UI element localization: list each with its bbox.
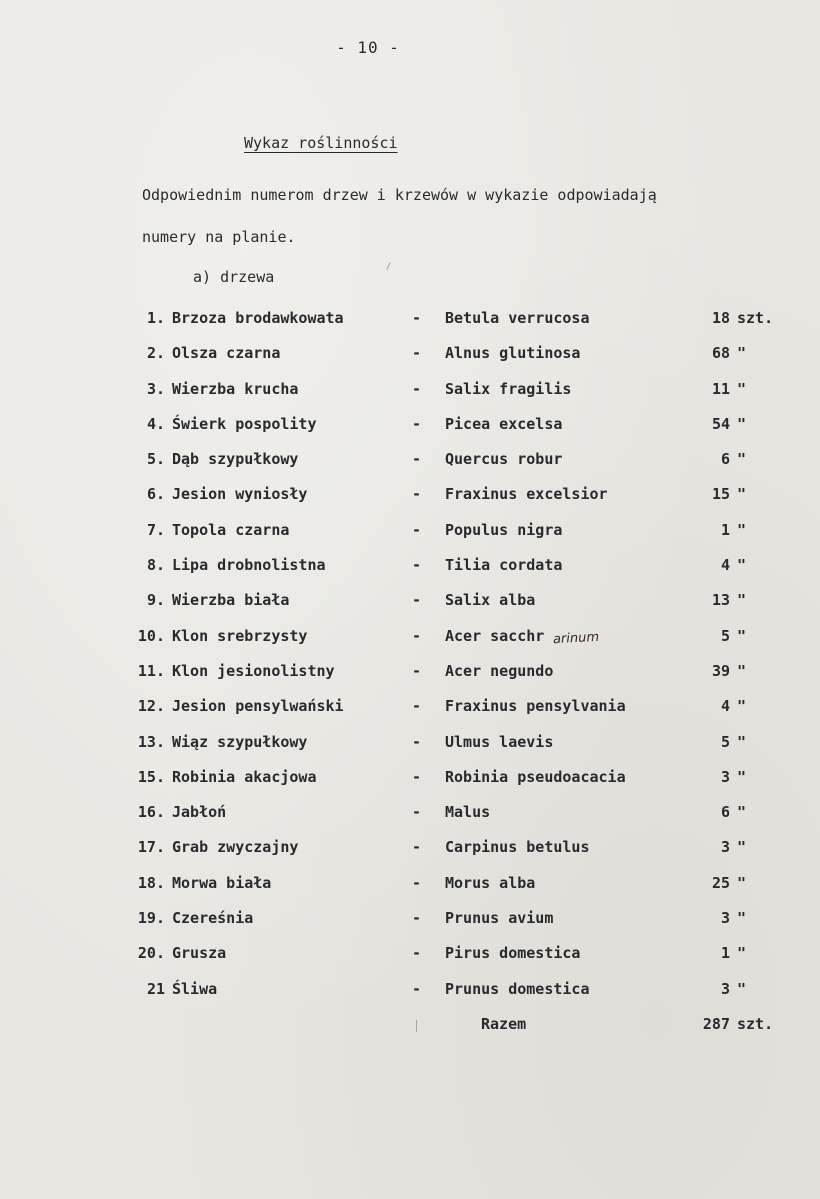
total-label: Razem	[481, 1015, 527, 1033]
count: 39	[711, 661, 730, 680]
section-heading: a) drzewa	[193, 268, 275, 286]
latin-name: Betula verrucosa	[445, 309, 590, 327]
intro-line-1: Odpowiednim numerom drzew i krzewów w wykazie odpowiadają	[142, 186, 657, 204]
latin-name: Robinia pseudoacacia	[445, 767, 626, 786]
row-number: 17.	[137, 838, 165, 857]
separator-dash: -	[412, 979, 422, 998]
row-number: 15.	[137, 767, 165, 786]
separator-dash: -	[412, 838, 422, 857]
count: 15	[711, 485, 730, 504]
latin-name: Acer sacchr	[445, 626, 545, 645]
row-number: 5.	[146, 450, 165, 469]
count: 4	[720, 697, 730, 716]
separator-dash: -	[412, 591, 422, 610]
table-row	[0, 415, 820, 450]
row-number: 3.	[146, 379, 165, 398]
polish-name: Jabłoń	[172, 803, 227, 822]
latin-name: Salix fragilis	[445, 379, 572, 398]
separator-dash: -	[412, 661, 422, 680]
separator-dash: -	[412, 873, 422, 892]
table-row	[0, 874, 820, 909]
latin-name: Prunus domestica	[445, 979, 590, 998]
table-row	[0, 768, 820, 803]
table-row	[0, 697, 820, 732]
polish-name: Topola czarna	[172, 520, 290, 539]
tree-list	[0, 309, 820, 1015]
latin-name: Morus alba	[445, 873, 536, 892]
polish-name: Grab zwyczajny	[172, 838, 299, 857]
latin-name: Populus nigra	[445, 520, 563, 539]
document-title: Wykaz roślinności	[244, 134, 398, 152]
unit: "	[737, 979, 747, 998]
table-row	[0, 909, 820, 944]
row-number: 19.	[137, 909, 165, 928]
separator-dash: -	[412, 520, 422, 539]
separator-dash: -	[412, 732, 422, 751]
polish-name: Jesion wyniosły	[172, 485, 308, 504]
row-number: 4.	[146, 414, 165, 433]
unit: "	[737, 697, 747, 716]
latin-name: Ulmus laevis	[445, 732, 554, 751]
polish-name: Robinia akacjowa	[172, 767, 317, 786]
latin-name: Tilia cordata	[445, 556, 563, 575]
row-number: 7.	[146, 520, 165, 539]
polish-name: Śliwa	[172, 979, 218, 998]
count: 3	[720, 909, 730, 928]
separator-dash: -	[412, 909, 422, 928]
unit: "	[737, 379, 747, 398]
total-row	[0, 1015, 820, 1045]
count: 68	[711, 344, 730, 363]
row-number: 11.	[137, 661, 165, 680]
count: 6	[720, 450, 730, 469]
margin-mark	[386, 262, 390, 270]
row-number: 8.	[146, 556, 165, 575]
count: 11	[711, 379, 730, 398]
unit: "	[737, 803, 747, 822]
table-row	[0, 485, 820, 520]
polish-name: Olsza czarna	[172, 344, 281, 363]
latin-name: Fraxinus excelsior	[445, 485, 608, 504]
unit: "	[737, 626, 747, 645]
latin-name: Carpinus betulus	[445, 838, 590, 857]
latin-name: Salix alba	[445, 591, 536, 610]
unit: "	[737, 450, 747, 469]
separator-dash: -	[412, 556, 422, 575]
separator-dash: -	[412, 344, 422, 363]
polish-name: Wierzba krucha	[172, 379, 299, 398]
latin-name: Alnus glutinosa	[445, 344, 581, 363]
separator-dash: -	[412, 944, 422, 963]
table-row	[0, 521, 820, 556]
polish-name: Jesion pensylwański	[172, 697, 344, 716]
count: 25	[711, 873, 730, 892]
row-number: 13.	[137, 732, 165, 751]
unit: "	[737, 591, 747, 610]
table-row	[0, 380, 820, 415]
table-row	[0, 450, 820, 485]
latin-name: Malus	[445, 803, 491, 822]
unit: "	[737, 520, 747, 539]
separator-dash: -	[412, 485, 422, 504]
polish-name: Czereśnia	[172, 909, 254, 928]
separator-dash: -	[412, 697, 422, 716]
table-row	[0, 591, 820, 626]
count: 13	[711, 591, 730, 610]
unit: "	[737, 414, 747, 433]
count: 5	[720, 732, 730, 751]
count: 6	[720, 803, 730, 822]
polish-name: Wiąz szypułkowy	[172, 732, 308, 751]
polish-name: Grusza	[172, 944, 227, 963]
table-row	[0, 662, 820, 697]
unit: "	[737, 661, 747, 680]
latin-name: Quercus robur	[445, 450, 563, 469]
unit: "	[737, 873, 747, 892]
polish-name: Klon jesionolistny	[172, 661, 335, 680]
table-row	[0, 944, 820, 979]
unit: szt.	[737, 309, 774, 327]
count: 3	[720, 979, 730, 998]
unit: "	[737, 556, 747, 575]
separator-dash: -	[412, 450, 422, 469]
count: 5	[720, 626, 730, 645]
row-number: 16.	[137, 803, 165, 822]
separator-dash: -	[412, 309, 422, 327]
polish-name: Brzoza brodawkowata	[172, 309, 344, 327]
row-number: 20.	[137, 944, 165, 963]
latin-name: Acer negundo	[445, 661, 554, 680]
count: 1	[720, 944, 730, 963]
separator-dash: -	[412, 626, 422, 645]
separator-dash: -	[412, 767, 422, 786]
latin-name: Picea excelsa	[445, 414, 563, 433]
count: 4	[720, 556, 730, 575]
table-row	[0, 309, 820, 344]
table-row	[0, 733, 820, 768]
count: 3	[720, 767, 730, 786]
table-row	[0, 980, 820, 1015]
page-number: - 10 -	[336, 38, 400, 57]
separator-dash: -	[412, 414, 422, 433]
row-number: 21	[146, 979, 165, 998]
handwritten-correction: arinum	[552, 629, 600, 648]
row-number: 1.	[146, 309, 165, 327]
latin-name: Pirus domestica	[445, 944, 581, 963]
unit: "	[737, 344, 747, 363]
row-number: 6.	[146, 485, 165, 504]
margin-mark	[416, 1020, 417, 1032]
latin-name: Fraxinus pensylvania	[445, 697, 626, 716]
table-row	[0, 838, 820, 873]
row-number: 12.	[137, 697, 165, 716]
row-number: 2.	[146, 344, 165, 363]
total-value: 287	[702, 1015, 730, 1033]
row-number: 9.	[146, 591, 165, 610]
unit: "	[737, 485, 747, 504]
total-unit: szt.	[737, 1015, 774, 1033]
count: 3	[720, 838, 730, 857]
row-number: 10.	[137, 626, 165, 645]
separator-dash: -	[412, 803, 422, 822]
polish-name: Wierzba biała	[172, 591, 290, 610]
count: 18	[711, 309, 730, 327]
polish-name: Morwa biała	[172, 873, 272, 892]
row-number: 18.	[137, 873, 165, 892]
unit: "	[737, 838, 747, 857]
table-row	[0, 556, 820, 591]
unit: "	[737, 732, 747, 751]
intro-line-2: numery na planie.	[142, 228, 296, 246]
table-row	[0, 627, 820, 662]
unit: "	[737, 767, 747, 786]
table-row	[0, 803, 820, 838]
latin-name: Prunus avium	[445, 909, 554, 928]
count: 1	[720, 520, 730, 539]
unit: "	[737, 944, 747, 963]
count: 54	[711, 414, 730, 433]
separator-dash: -	[412, 379, 422, 398]
polish-name: Klon srebrzysty	[172, 626, 308, 645]
polish-name: Lipa drobnolistna	[172, 556, 326, 575]
polish-name: Dąb szypułkowy	[172, 450, 299, 469]
polish-name: Świerk pospolity	[172, 414, 317, 433]
unit: "	[737, 909, 747, 928]
table-row	[0, 344, 820, 379]
